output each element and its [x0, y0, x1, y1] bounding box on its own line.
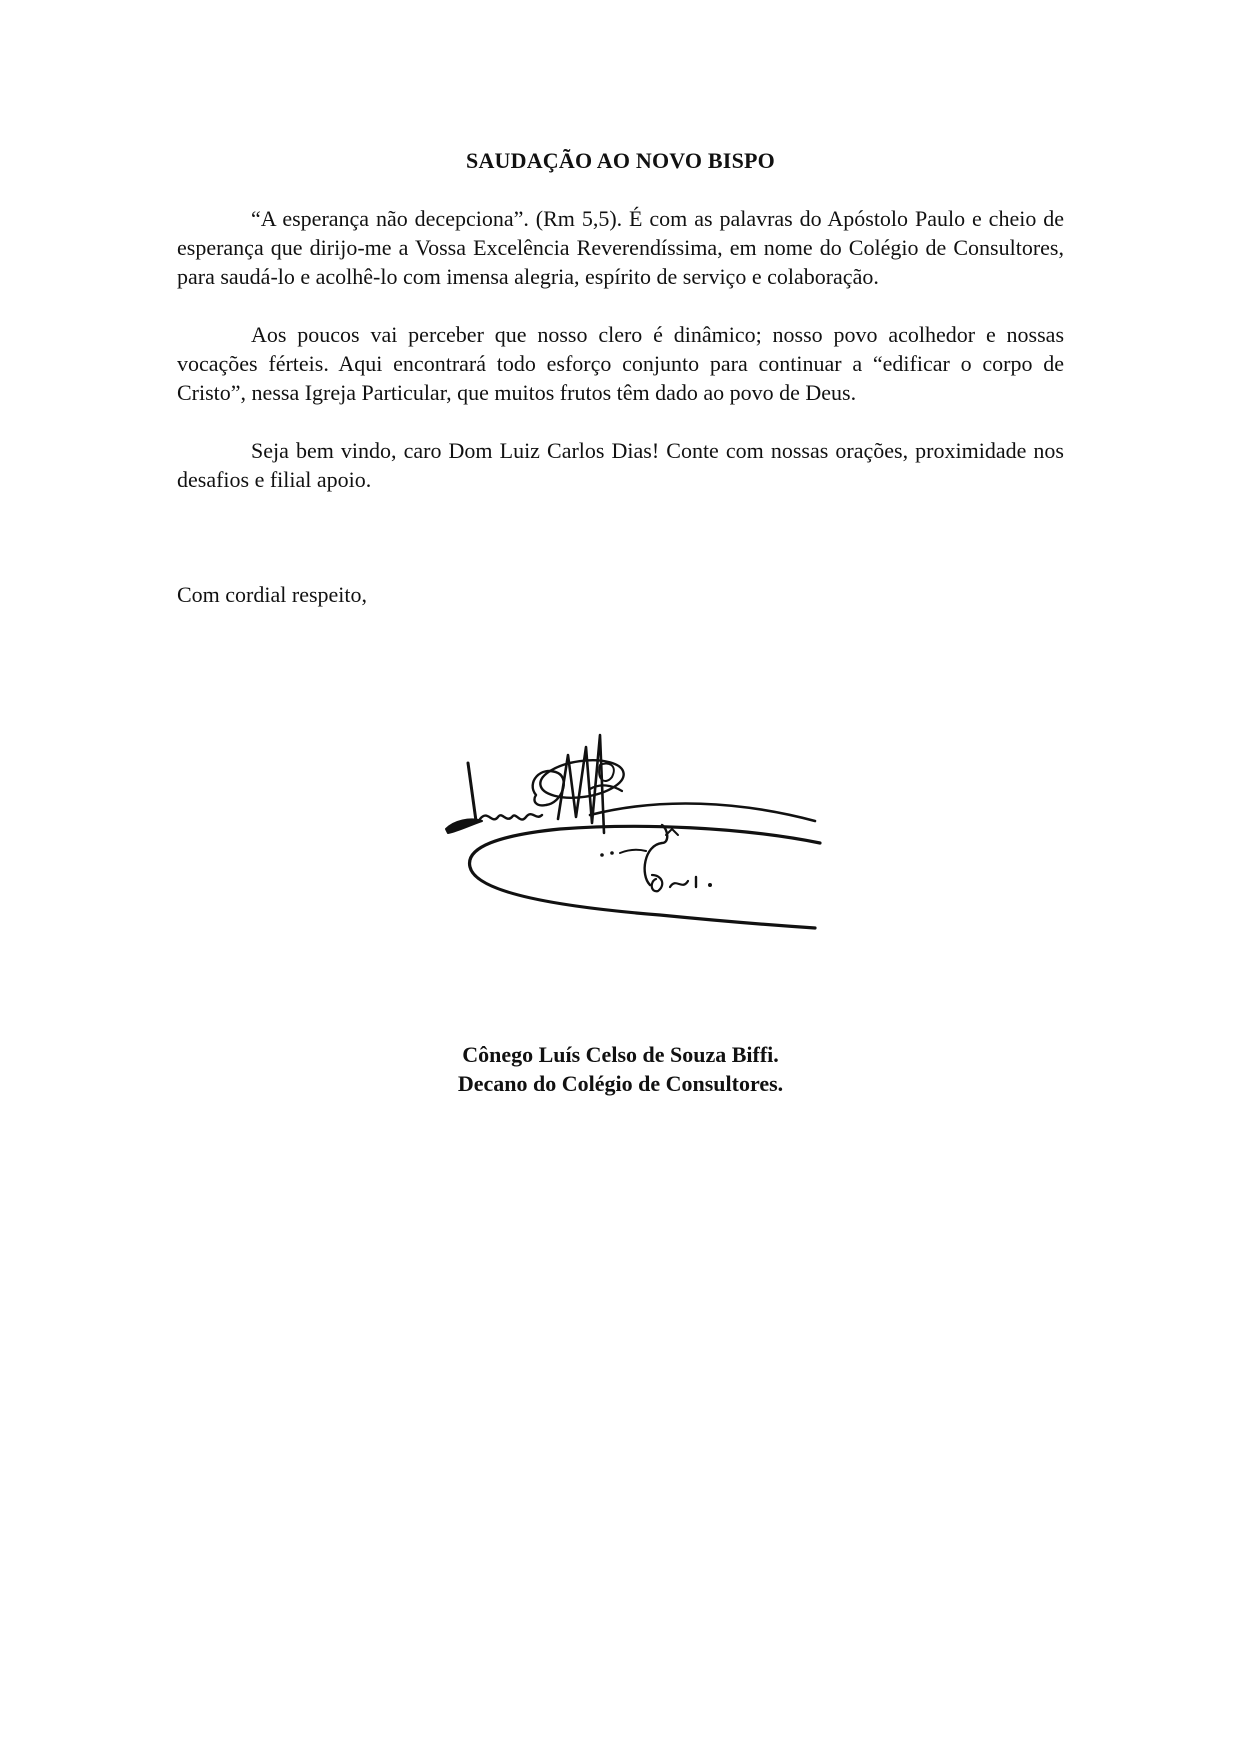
signer-block: [0, 1040, 1241, 1098]
signer-name: Cônego Luís Celso de Souza Biffi.: [462, 1042, 779, 1067]
handwritten-signature: [440, 725, 830, 955]
letter-body: [177, 204, 1064, 523]
paragraph-1: “A esperança não decepciona”. (Rm 5,5). É com as palavras do Apóstolo Paulo e cheio de esperança que dirijo-me a Vossa Excelência Reverendíssima, em nome do Colégio de Consultores, para saudá-lo e acolhê-lo com imensa alegria, espírito de serviço e colaboração.: [177, 206, 1064, 289]
paragraph-2: Aos poucos vai perceber que nosso clero é dinâmico; nosso povo acolhedor e nossas vocações férteis. Aqui encontrará todo esforço conjunto para continuar a “edificar o corpo de Cristo”, nessa Igreja Particular, que muitos frutos têm dado ao povo de Deus.: [177, 322, 1064, 405]
paragraph-3: Seja bem vindo, caro Dom Luiz Carlos Dias! Conte com nossas orações, proximidade nos desafios e filial apoio.: [177, 438, 1064, 492]
page-title: SAUDAÇÃO AO NOVO BISPO: [466, 148, 775, 173]
closing-salutation: Com cordial respeito,: [177, 582, 368, 607]
signer-role: Decano do Colégio de Consultores.: [457, 1071, 784, 1096]
